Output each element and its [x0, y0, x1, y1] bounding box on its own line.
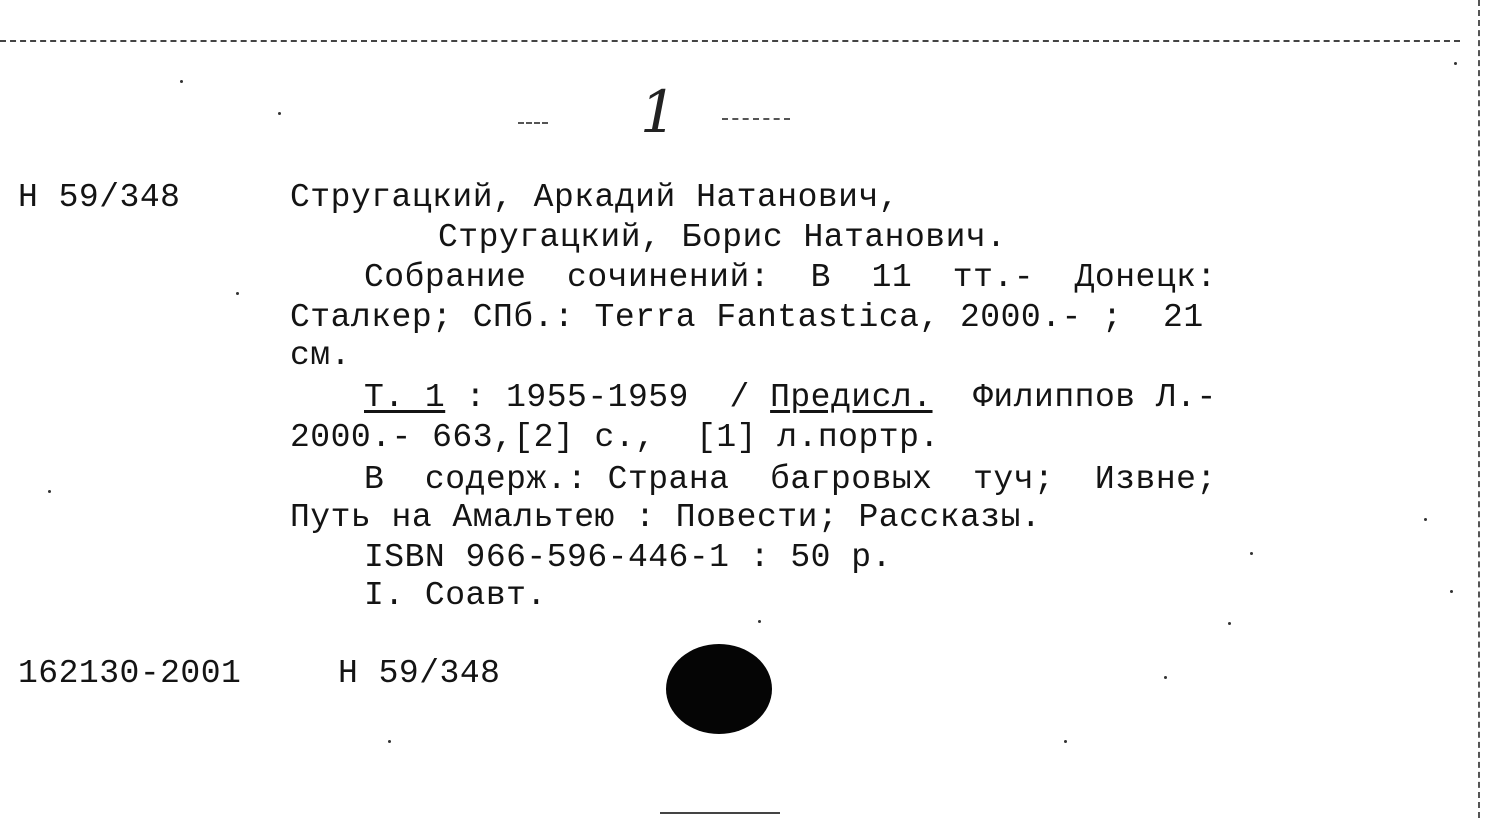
scan-speck — [388, 740, 391, 743]
card-sequence-number: 1 — [640, 78, 677, 146]
scan-speck — [758, 620, 761, 623]
isbn-line: ISBN 966-596-446-1 : 50 р. — [364, 539, 892, 576]
coauthor-entry: I. Соавт. — [364, 577, 547, 614]
series-title-line-3: см. — [290, 337, 351, 374]
volume-years: : 1955-1959 / — [445, 379, 771, 416]
scan-speck — [1450, 590, 1453, 593]
footer-call-number: Н 59/348 — [338, 655, 501, 692]
contents-line-1: В содерж.: Страна багровых туч; Извне; — [364, 461, 1217, 498]
card-number-dash-left — [518, 122, 548, 124]
volume-line-1 — [364, 380, 1217, 416]
scan-speck — [1454, 62, 1457, 65]
call-number: Н 59/348 — [18, 179, 181, 216]
scan-speck — [180, 80, 183, 83]
scan-speck — [278, 112, 281, 115]
scan-speck — [1250, 552, 1253, 555]
preface-author: Филиппов Л.- — [932, 379, 1217, 416]
scan-speck — [1424, 518, 1427, 521]
series-title-line-2: Сталкер; СПб.: Terra Fantastica, 2000.- ; 21 — [290, 299, 1204, 336]
volume-line-2: 2000.- 663,[2] с., [1] л.портр. — [290, 419, 940, 456]
bottom-border-fragment — [660, 812, 780, 814]
series-title-line-1: Собрание сочинений: В 11 тт.- Донецк: — [364, 259, 1217, 296]
footer-record-number: 162130-2001 — [18, 655, 242, 692]
author-heading: Стругацкий, Аркадий Натанович, — [290, 179, 900, 216]
contents-line-2: Путь на Амальтею : Повести; Рассказы. — [290, 499, 1042, 536]
volume-label: Т. 1 — [364, 379, 446, 416]
scan-speck — [1164, 676, 1167, 679]
scan-speck — [236, 292, 239, 295]
card-number-dash-right — [722, 118, 790, 120]
scan-speck — [1064, 740, 1067, 743]
punch-hole — [666, 644, 772, 734]
coauthor-heading: Стругацкий, Борис Натанович. — [438, 219, 1007, 256]
preface-label: Предисл. — [770, 379, 933, 416]
top-dashed-border — [0, 40, 1460, 42]
scan-speck — [1228, 622, 1231, 625]
scan-speck — [48, 490, 51, 493]
right-dashed-border — [1478, 0, 1480, 818]
